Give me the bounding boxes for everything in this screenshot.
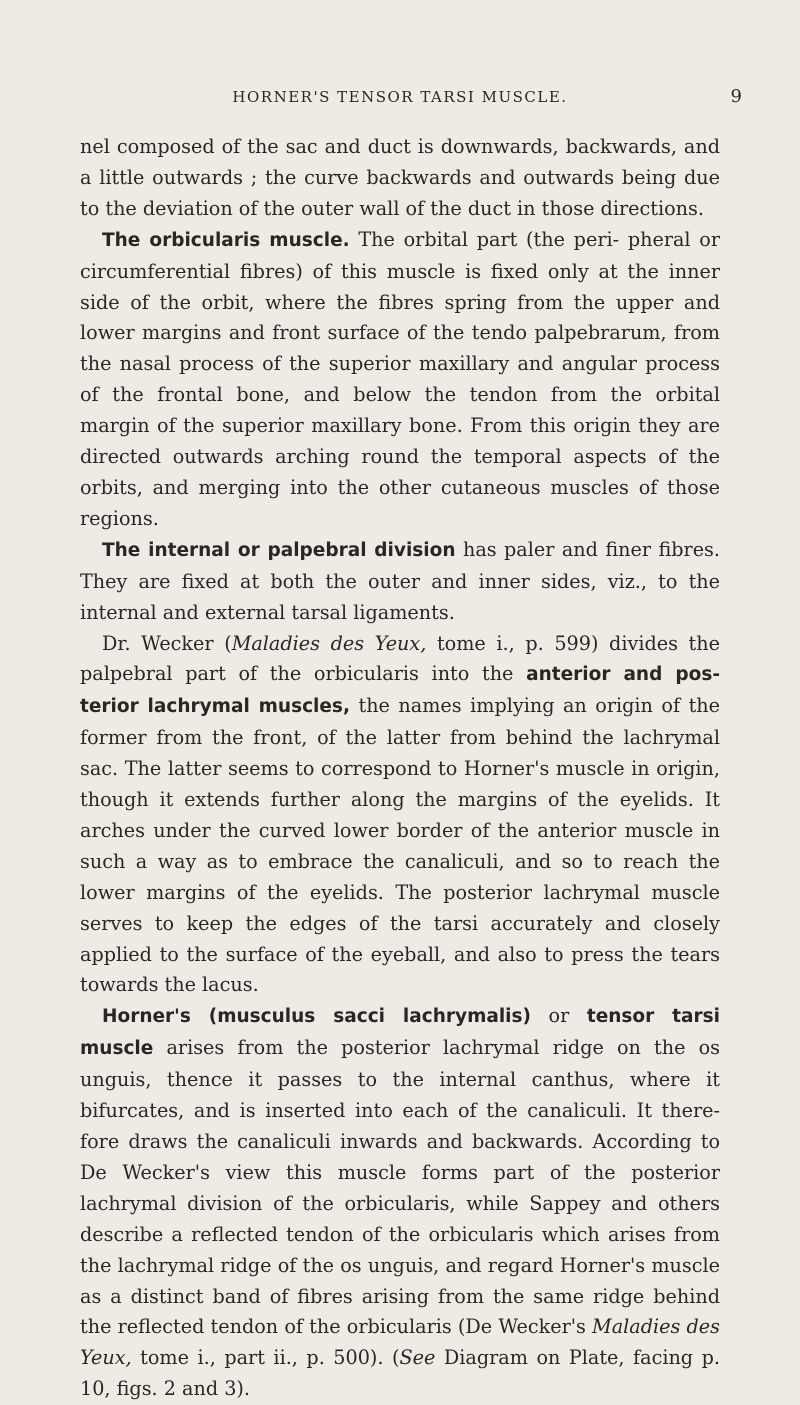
running-title: HORNER'S TENSOR TARSI MUSCLE. — [232, 88, 568, 106]
tensor-tarsi-heading: tensor tarsi muscle — [80, 1006, 720, 1060]
lachrymal-muscles-term: anterior and pos- terior lachrymal muscles, — [80, 664, 721, 718]
paragraph-3 — [80, 535, 720, 629]
paragraph-5 — [80, 1001, 720, 1405]
paragraph-4 — [80, 629, 720, 1002]
wecker-citation-title: Maladies des Yeux, — [231, 631, 427, 655]
orbicularis-heading: The orbicularis muscle. — [102, 229, 350, 251]
paragraph-3-text: has paler and finer fibres. They are fixed at both the outer and inner sides, viz., to the internal and external tarsal ligaments. — [80, 537, 720, 624]
horners-muscle-heading: Horner's (musculus sacci lachrymalis) — [102, 1006, 531, 1028]
paragraph-4-text-b: tome i., p. 599) divides the palpebral part of the orbicularis into the — [80, 631, 720, 686]
body-text — [80, 132, 720, 1405]
page-number: 9 — [730, 86, 742, 107]
paragraph-1-text: nel composed of the sac and duct is downwards, backwards, and a little outwards ; the curve backwards and outwards being due to the deviation of the outer wall of the duct in those directions. — [80, 135, 720, 220]
paragraph-4-text-a: Dr. Wecker ( — [102, 631, 232, 655]
palpebral-division-heading: The internal or palpebral division — [102, 539, 456, 561]
see-reference: See — [399, 1346, 436, 1370]
paragraph-5-text-b: tome i., part ii., p. 500). ( — [131, 1346, 400, 1370]
paragraph-1 — [80, 132, 720, 225]
wecker-citation-title-2: Maladies des Yeux, — [80, 1315, 720, 1370]
paragraph-5-connector: or — [530, 1004, 587, 1028]
paragraph-2 — [80, 225, 720, 535]
paragraph-5-text-c: Diagram on Plate, facing p. 10, figs. 2 and 3). — [80, 1346, 720, 1401]
paragraph-4-text-c: the names implying an origin of the former from the front, of the latter from behind the lachrymal sac. The latter seems to correspond to Horner's muscle in origin, though it extends further along the margins of the eyelids. It arches under the curved lower border of the anterior muscle in such a way as to embrace the canaliculi, and so to reach the lower margins of the eyelids. The posterior lachrymal muscle serves to keep the edges of the tarsi accurately and closely applied to the surface of the eyeball, and also to press the tears towards the lacus. — [80, 694, 720, 997]
paragraph-5-text-a: arises from the posterior lachrymal ridge on the os unguis, thence it passes to the internal canthus, where it bifurcates, and is inserted into each of the canaliculi. It there- fore draws the canaliculi inwards and backwards. According to De Wecker's view this muscle forms part of the posterior lachrymal division of the orbicularis, while Sappey and others describe a reflected tendon of the orbicularis which arises from the lachrymal ridge of the os unguis, and regard Horner's muscle as a distinct band of fibres arising from the same ridge behind the reflected tendon of the orbicularis (De Wecker's — [80, 1036, 720, 1339]
running-head — [80, 86, 742, 112]
paragraph-2-text: The orbital part (the peri- pheral or circumferential fibres) of this muscle is fixed only at the inner side of the orbit, where the fibres spring from the upper and lower margins and front surface of the tendo palpebrarum, from the nasal process of the superior maxillary and angular process of the frontal bone, and below the tendon from the orbital margin of the superior maxillary bone. From this origin they are directed outwards arching round the temporal aspects of the orbits, and merging into the other cutaneous muscles of those regions. — [80, 227, 721, 530]
